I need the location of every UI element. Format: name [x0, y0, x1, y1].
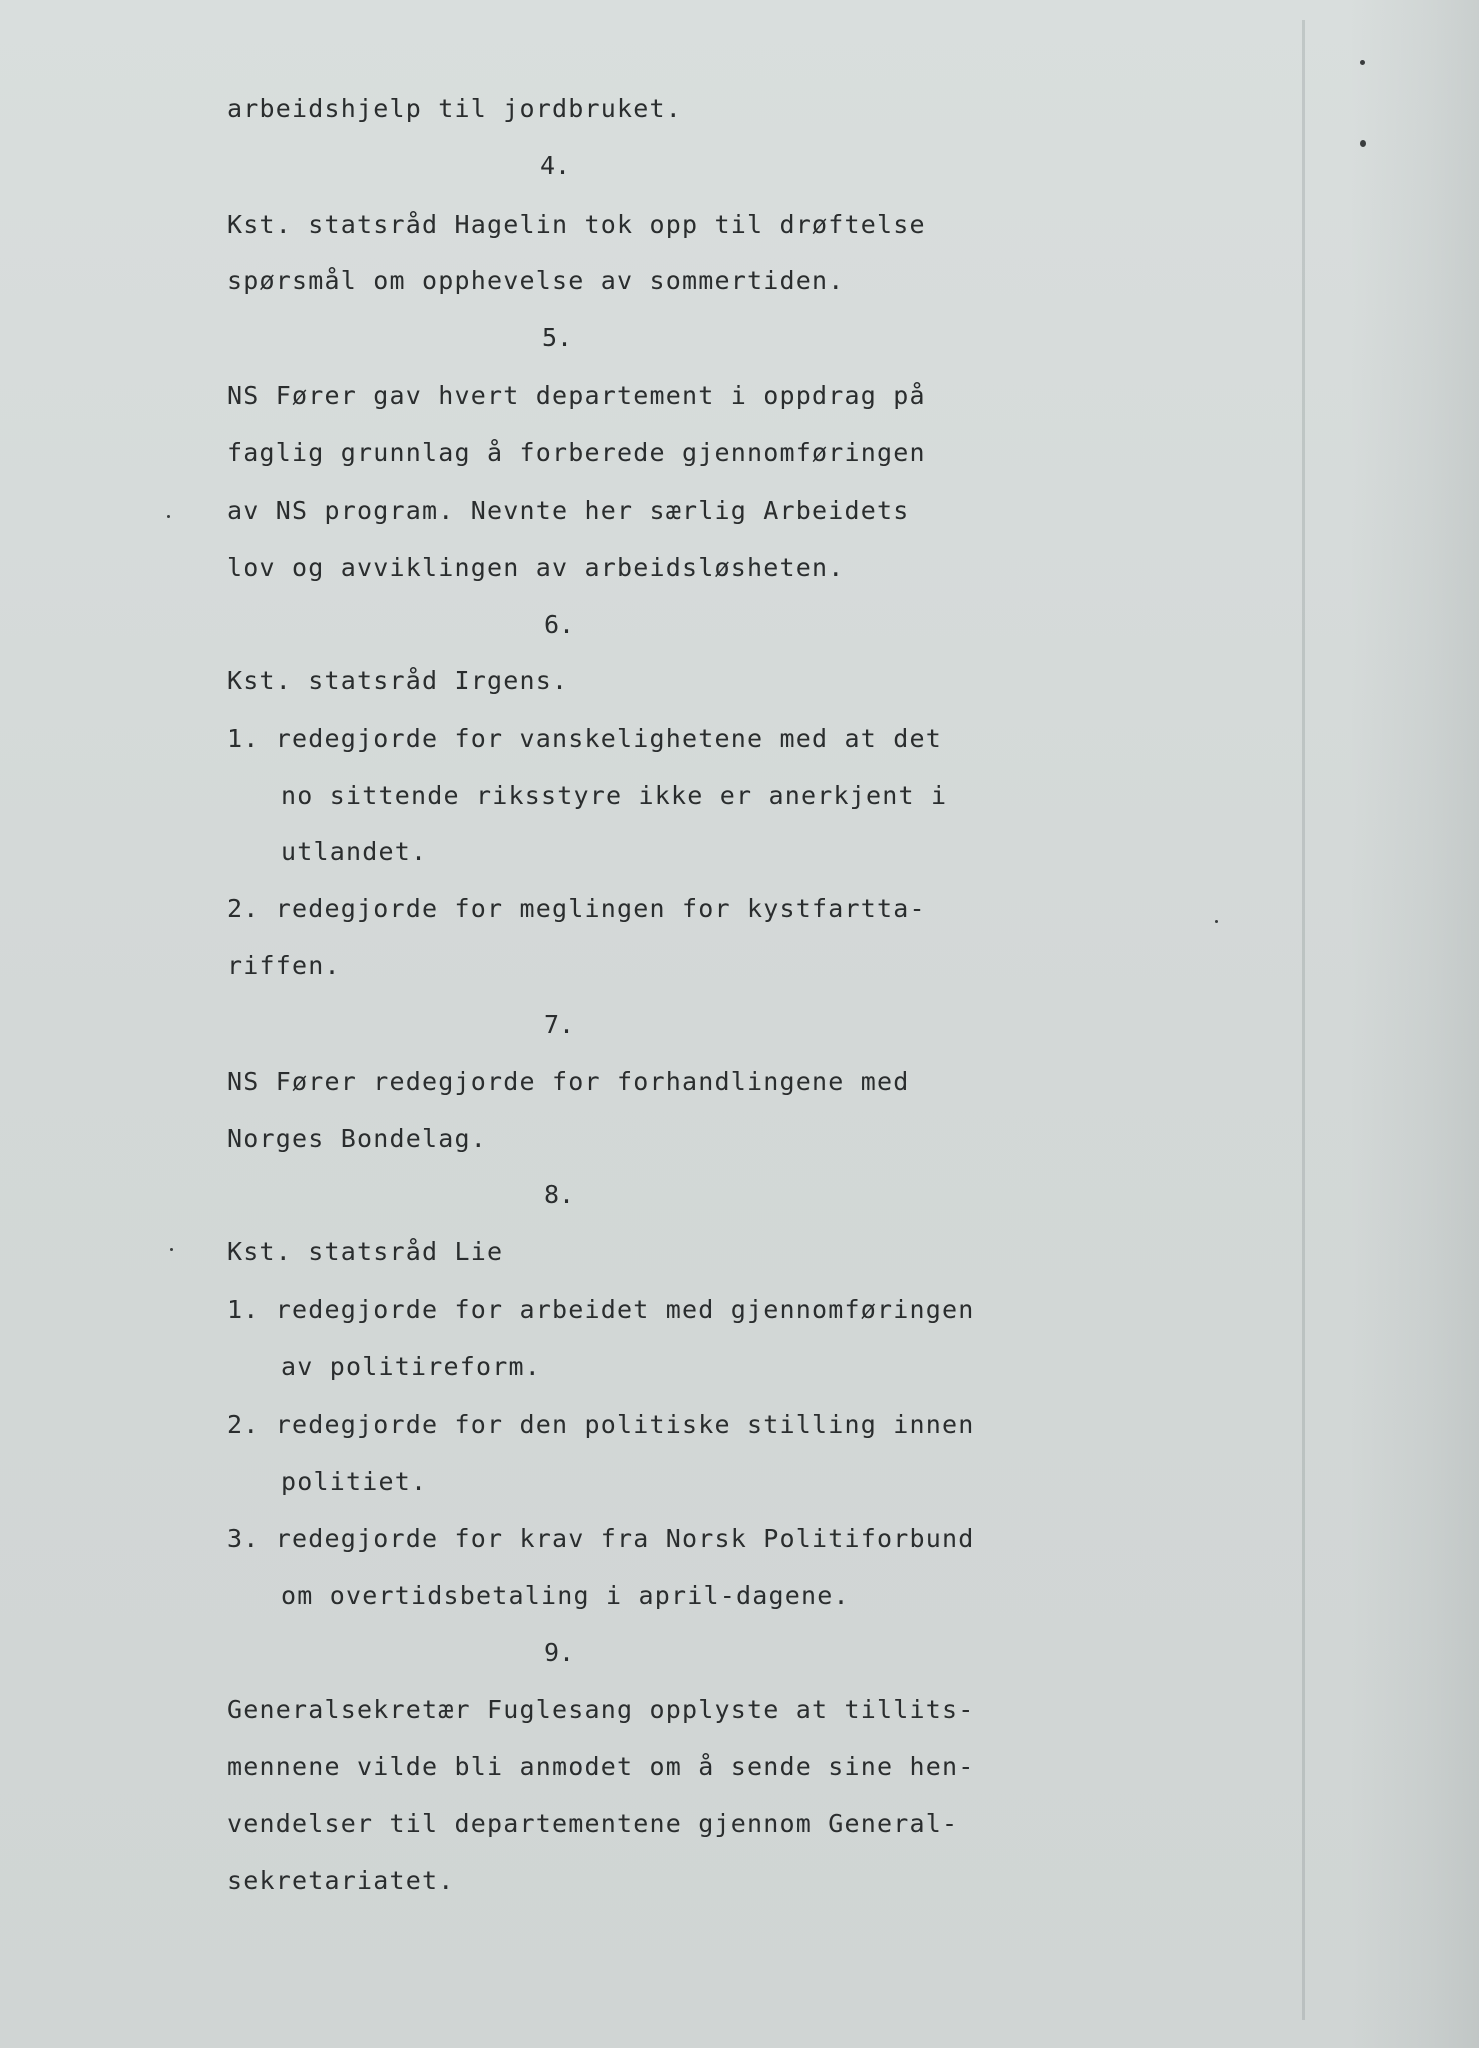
section-number: 8.	[544, 1180, 575, 1209]
text-line: Kst. statsråd Hagelin tok opp til drøftelse	[227, 210, 926, 239]
text-line: lov og avviklingen av arbeidsløsheten.	[227, 553, 845, 582]
text-line: Kst. statsråd Irgens.	[227, 666, 569, 695]
section-number: 6.	[544, 610, 575, 639]
page-fold-line	[1302, 20, 1305, 2020]
section-number: 9.	[544, 1638, 575, 1667]
text-line: Kst. statsråd Lie	[227, 1237, 504, 1266]
text-line: Generalsekretær Fuglesang opplyste at tillits-	[227, 1695, 975, 1724]
text-line: NS Fører gav hvert departement i oppdrag på	[227, 381, 926, 410]
section-number: 5.	[542, 323, 573, 352]
text-line: Norges Bondelag.	[227, 1124, 488, 1153]
text-line: 2. redegjorde for meglingen for kystfartta-	[227, 894, 926, 923]
paper-speck	[1215, 920, 1218, 923]
text-line: faglig grunnlag å forberede gjennomføringen	[227, 438, 926, 467]
section-number: 7.	[544, 1010, 575, 1039]
text-line: om overtidsbetaling i april-dagene.	[281, 1581, 850, 1610]
paper-speck	[167, 515, 170, 518]
text-line: 3. redegjorde for krav fra Norsk Politiforbund	[227, 1524, 975, 1553]
text-line: no sittende riksstyre ikke er anerkjent i	[281, 781, 948, 810]
page-edge-shadow	[1349, 0, 1479, 2048]
text-line: arbeidshjelp til jordbruket.	[227, 94, 683, 123]
paper-speck	[170, 1248, 173, 1251]
paper-speck	[1360, 60, 1365, 65]
text-line: vendelser til departementene gjennom General-	[227, 1809, 959, 1838]
text-line: 1. redegjorde for vanskelighetene med at det	[227, 724, 943, 753]
text-line: politiet.	[281, 1467, 428, 1496]
text-line: 2. redegjorde for den politiske stilling innen	[227, 1410, 975, 1439]
text-line: sekretariatet.	[227, 1866, 455, 1895]
text-line: spørsmål om opphevelse av sommertiden.	[227, 266, 845, 295]
text-line: utlandet.	[281, 837, 428, 866]
text-line: mennene vilde bli anmodet om å sende sine hen-	[227, 1752, 975, 1781]
paper-speck	[1360, 140, 1366, 147]
section-number: 4.	[540, 151, 571, 180]
text-line: 1. redegjorde for arbeidet med gjennomføringen	[227, 1295, 975, 1324]
text-line: NS Fører redegjorde for forhandlingene med	[227, 1067, 910, 1096]
text-line: av NS program. Nevnte her særlig Arbeidets	[227, 496, 910, 525]
text-line: riffen.	[227, 951, 341, 980]
text-line: av politireform.	[281, 1352, 542, 1381]
